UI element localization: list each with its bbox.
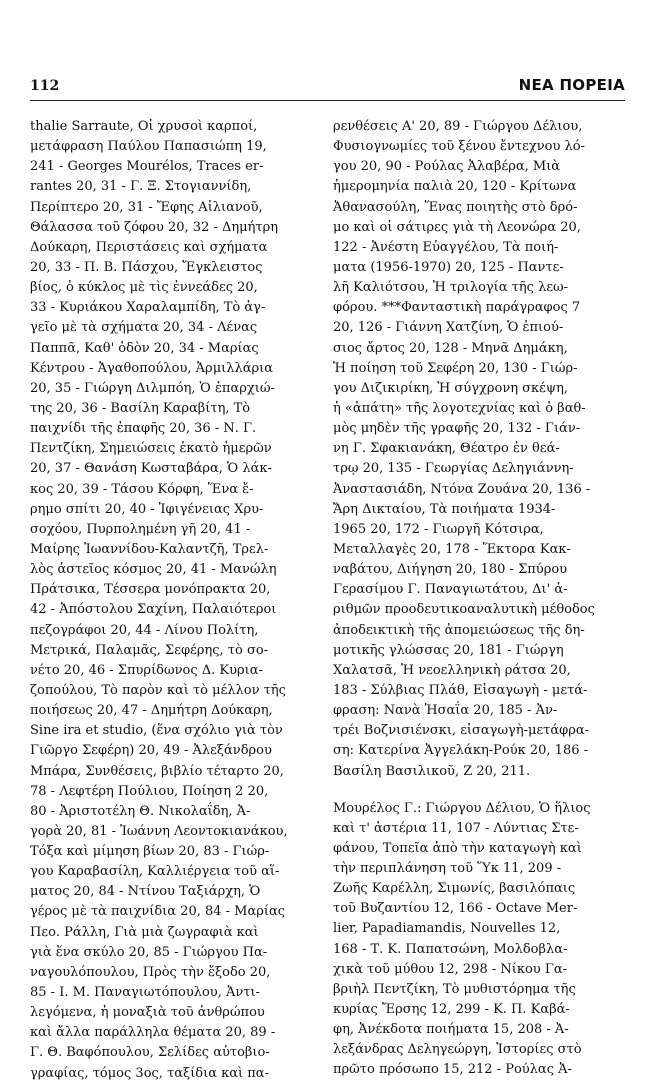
- text-line: Τόξα καὶ μίμηση βίων 20, 83 - Γιώρ-: [30, 844, 270, 860]
- text-line: Γιῶργο Σεφέρη) 20, 49 - Ἀλεξάνδρου: [30, 743, 272, 759]
- text-line: γέρος μὲ τὰ παιχνίδια 20, 84 - Μαρίας: [30, 904, 286, 920]
- text-line: Ζωῆς Καρέλλη, Σιμωνίς, βασιλόπαις: [333, 881, 576, 897]
- text-line: καὶ ἄλλα παράλληλα θέματα 20, 89 -: [30, 1025, 276, 1041]
- text-line: Μπάρα, Συνθέσεις, βιβλίο τέταρτο 20,: [30, 763, 284, 779]
- page-number: 112: [30, 78, 60, 94]
- text-line: ναβάτου, Διήγηση 20, 180 - Σπύρου: [333, 562, 568, 578]
- right-column-entry-continued: [333, 117, 625, 782]
- text-line: ση: Κατερίνα Ἀγγελάκη-Ρούκ 20, 186 -: [333, 743, 589, 759]
- text-line: Βασίλη Βασιλικοῦ, Ζ 20, 211.: [333, 763, 531, 779]
- text-line: 78 - Λεφτέρη Πούλιου, Ποίηση 2 20,: [30, 783, 269, 799]
- text-line: νη Γ. Σφακιανάκη, Θέατρο ἐν θεά-: [333, 441, 560, 457]
- text-line: γου 20, 90 - Ρούλας Ἀλαβέρα, Μιὰ: [333, 159, 561, 175]
- right-column: [333, 117, 625, 1081]
- text-line: 42 - Ἀπόστολου Σαχίνη, Παλαιότεροι: [30, 602, 277, 618]
- text-line: φραση: Νανὰ Ἠσαΐα 20, 185 - Ἀν-: [333, 703, 558, 719]
- text-line: ἡμερομηνία παλιὰ 20, 120 - Κρίτωνα: [333, 179, 577, 195]
- text-line: γορὰ 20, 81 - Ἰωάννη Λεοντοκιανάκου,: [30, 823, 288, 839]
- text-line: 183 - Σύλβιας Πλάθ, Εἰσαγωγὴ - μετά-: [333, 682, 588, 698]
- text-line: γου Καραβασίλη, Καλλιέργεια τοῦ αἵ-: [30, 864, 280, 880]
- text-line: Μεταλλαγὲς 20, 178 - Ἕκτορα Κακ-: [333, 541, 571, 557]
- text-line: 85 - Ι. Μ. Παναγιωτόπουλου, Ἀντι-: [30, 985, 260, 1001]
- text-line: Ἄρη Δικταίου, Τὰ ποιήματα 1934-: [333, 501, 556, 517]
- text-line: φόρου. ***Φανταστικὴ παράγραφος 7: [333, 300, 581, 316]
- text-line: Ἀθανασούλη, Ἕνας ποιητὴς στὸ δρό-: [333, 199, 578, 215]
- text-line: Παππᾶ, Καθ' ὁδὸν 20, 34 - Μαρίας: [30, 340, 259, 356]
- text-line: φη, Ἀνέκδοτα ποιήματα 15, 208 - Ἀ-: [333, 1022, 569, 1038]
- text-line: Κέντρου - Ἀγαθοπούλου, Ἀρμιλλάρια: [30, 360, 274, 376]
- text-line: τοῦ Βυζαντίου 12, 166 - Octave Mer-: [333, 901, 578, 917]
- text-line: φάνου, Τοπεῖα ἀπὸ τὴν καταγωγὴ καὶ: [333, 840, 582, 856]
- text-line: Πράτσικα, Τέσσερα μονόπρακτα 20,: [30, 582, 271, 598]
- text-line: lier, Papadiamandis, Nouvelles 12,: [333, 921, 561, 937]
- right-column-entry-mourelos: [333, 799, 625, 1081]
- text-line: ἀποδεικτικὴ τῆς ἀπομειώσεως τῆς δη-: [333, 622, 585, 638]
- text-line: πεζογράφοι 20, 44 - Λίνου Πολίτη,: [30, 622, 259, 638]
- text-line: παιχνίδι τῆς ἐπαφῆς 20, 36 - Ν. Γ.: [30, 421, 257, 437]
- text-line: 20, 126 - Γιάννη Χατζίνη, Ὁ ἐπιού-: [333, 320, 564, 336]
- text-line: thalie Sarraute, Οἱ χρυσοὶ καρποί,: [30, 119, 258, 134]
- left-column: [30, 117, 312, 1084]
- text-line: 33 - Κυριάκου Χαραλαμπίδη, Τὸ ἀγ-: [30, 300, 266, 316]
- text-line: Sine ira et studio, (ἕνα σχόλιο γιὰ τὸν: [30, 723, 283, 739]
- text-line: βριὴλ Πεντζίκη, Τὸ μυθιστόρημα τῆς: [333, 981, 576, 997]
- text-line: κυρίας Ἔρσης 12, 299 - Κ. Π. Καβά-: [333, 1002, 570, 1018]
- text-line: τρῳ 20, 135 - Γεωργίας Δεληγιάννη-: [333, 461, 574, 477]
- text-line: σιος ἄρτος 20, 128 - Μηνᾶ Δημάκη,: [333, 340, 568, 356]
- text-line: κος 20, 39 - Τάσου Κόρφη, Ἕνα ἔ-: [30, 481, 254, 497]
- text-line: Θάλασσα τοῦ ζόφου 20, 32 - Δημήτρη: [30, 219, 279, 235]
- page-header: [30, 70, 625, 98]
- text-line: μὸς μηδὲν τῆς γραφῆς 20, 132 - Γιάν-: [333, 421, 581, 437]
- text-line: ζοπούλου, Τὸ παρὸν καὶ τὸ μέλλον τῆς: [30, 682, 286, 698]
- text-line: Δούκαρη, Περιστάσεις καὶ σχήματα: [30, 239, 268, 255]
- text-line: Χαλατσᾶ, Ἡ νεοελληνικὴ ράτσα 20,: [333, 662, 571, 678]
- text-line: ρημο σπίτι 20, 40 - Ἰφιγένειας Χρυ-: [30, 501, 264, 517]
- text-line: 122 - Ἀνέστη Εὐαγγέλου, Τὰ ποιή-: [333, 239, 559, 255]
- text-line: Μετρικά, Παλαμᾶς, Σεφέρης, τὸ σο-: [30, 642, 269, 658]
- text-line: Μουρέλος Γ.: Γιώργου Δέλιου, Ὁ ἥλιος: [333, 800, 591, 816]
- text-line: Μαίρης Ἰωαννίδου-Καλαντζῆ, Τρελ-: [30, 541, 269, 557]
- text-line: λὸς ἀστεῖος κόσμος 20, 41 - Μανώλη: [30, 562, 277, 578]
- text-line: 20, 35 - Γιώργη Διλμπόη, Ὁ ἐπαρχιώ-: [30, 380, 275, 396]
- text-line: τρέι Βοζνισιένσκι, εἰσαγωγὴ-μετάφρα-: [333, 723, 590, 739]
- text-line: γεῖο μὲ τὰ σχήματα 20, 34 - Λένας: [30, 320, 258, 336]
- text-line: 241 - Georges Mourélos, Traces er-: [30, 159, 264, 175]
- text-line: rantes 20, 31 - Γ. Ξ. Στογιαννίδη,: [30, 179, 252, 195]
- text-line: Πεντζίκη, Σημειώσεις ἑκατὸ ἡμερῶν: [30, 441, 272, 457]
- text-line: ἡ «ἀπάτη» τῆς λογοτεχνίας καὶ ὁ βαθ-: [333, 400, 586, 416]
- text-line: λῆ Καλιότσου, Ἡ τριλογία τῆς λεω-: [333, 280, 569, 296]
- text-line: ματος 20, 84 - Ντίνου Ταξιάρχη, Ὁ: [30, 884, 261, 900]
- text-line: της 20, 36 - Βασίλη Καραβίτη, Τὸ: [30, 400, 251, 416]
- text-line: 168 - Τ. Κ. Παπατσώνη, Μολδοβλα-: [333, 941, 568, 957]
- text-line: λεγόμενα, ἡ μοναξιὰ τοῦ ἀνθρώπου: [30, 1005, 265, 1021]
- text-line: Πεο. Ράλλη, Γιὰ μιὰ ζωγραφιὰ καὶ: [30, 924, 259, 940]
- text-line: Φυσιογνωμίες τοῦ ξένου ἔντεχνου λό-: [333, 139, 585, 155]
- text-line: μετάφραση Παύλου Παπασιώπη 19,: [30, 139, 267, 155]
- text-line: γιὰ ἕνα σκύλο 20, 85 - Γιώργου Πα-: [30, 944, 268, 960]
- text-line: βίος, ὁ κύκλος μὲ τὶς ἐννεάδες 20,: [30, 280, 258, 296]
- text-line: πρῶτο πρόσωπο 15, 212 - Ρούλας Ἀ-: [333, 1062, 572, 1078]
- journal-title: ΝΕΑ ΠΟΡΕΙΑ: [518, 76, 625, 94]
- text-line: 80 - Ἀριστοτέλη Θ. Νικολαΐδη, Ἀ-: [30, 803, 251, 819]
- text-line: Περίπτερο 20, 31 - Ἔφης Αἰλιανοῦ,: [30, 199, 263, 215]
- text-line: σοχόου, Πυρπολημένη γῆ 20, 41 -: [30, 521, 251, 537]
- text-line: καὶ τ' ἀστέρια 11, 107 - Λύντιας Στε-: [333, 820, 579, 836]
- text-line: γραφίας, τόμος 3ος, ταξίδια καὶ πα-: [30, 1065, 269, 1081]
- text-line: τὴν περιπλάνηση τοῦ Ὕκ 11, 209 -: [333, 861, 562, 877]
- text-line: Γερασίμου Γ. Παναγιωτάτου, Δι' ἀ-: [333, 582, 568, 598]
- text-line: ριθμῶν προοδευτικοαναλυτικὴ μέθοδος: [333, 602, 595, 618]
- text-line: ποιήσεως 20, 47 - Δημήτρη Δούκαρη,: [30, 703, 273, 719]
- entry-gap: [333, 782, 625, 799]
- text-line: μο καὶ οἱ σάτιρες γιὰ τὴ Λεονώρα 20,: [333, 219, 581, 235]
- text-line: Γ. Θ. Βαφόπουλου, Σελίδες αὐτοβιο-: [30, 1045, 270, 1061]
- text-line: Ἀναστασιάδη, Ντόνα Ζουάνα 20, 136 -: [333, 481, 591, 497]
- text-line: 20, 33 - Π. Β. Πάσχου, Ἔγκλειστος: [30, 259, 263, 275]
- text-line: γου Διζικιρίκη, Ἡ σύγχρονη σκέψη,: [333, 380, 568, 396]
- text-line: χικὰ τοῦ μύθου 12, 298 - Νίκου Γα-: [333, 961, 568, 977]
- header-rule: [30, 100, 625, 101]
- text-line: μοτικῆς γλώσσας 20, 181 - Γιώργη: [333, 642, 564, 658]
- text-line: ναγουλόπουλου, Πρὸς τὴν ἔξοδο 20,: [30, 964, 271, 980]
- text-line: νέτο 20, 46 - Σπυρίδωνος Δ. Κυρια-: [30, 662, 263, 678]
- text-line: ρενθέσεις Α' 20, 89 - Γιώργου Δέλιου,: [333, 119, 583, 134]
- text-line: 20, 37 - Θανάση Κωσταβάρα, Ὁ λάκ-: [30, 461, 272, 477]
- text-line: ματα (1956-1970) 20, 125 - Παντε-: [333, 259, 564, 275]
- text-line: Ἡ ποίηση τοῦ Σεφέρη 20, 130 - Γιώρ-: [333, 360, 578, 376]
- text-line: 1965 20, 172 - Γιωργῆ Κότσιρα,: [333, 521, 544, 537]
- text-line: λεξάνδρας Δεληγεώργη, Ἱστορίες στὸ: [333, 1042, 582, 1058]
